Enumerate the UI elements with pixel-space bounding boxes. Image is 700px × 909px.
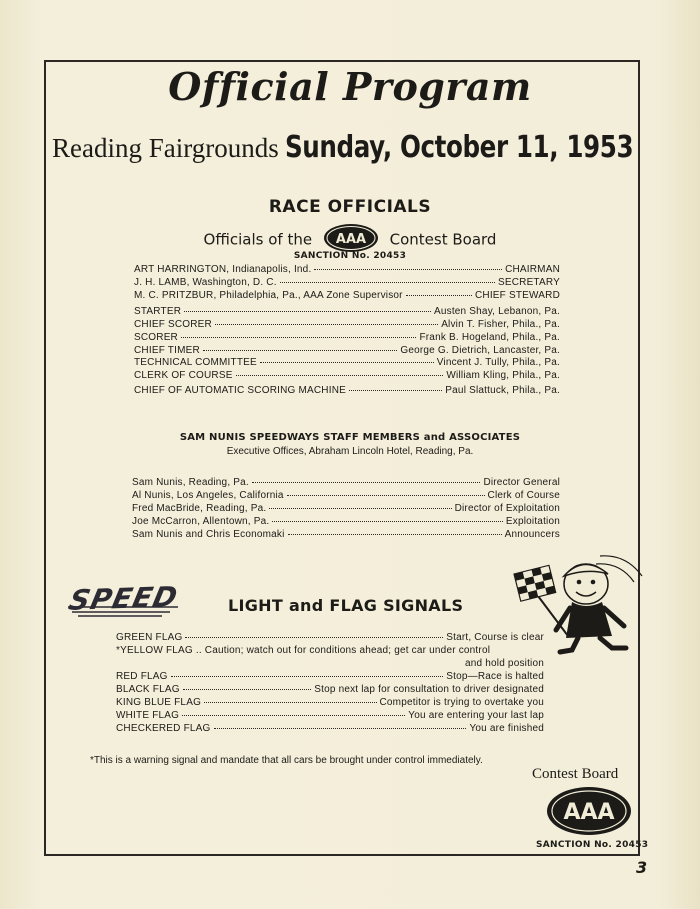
staff-row bbox=[132, 516, 560, 527]
leader-dots bbox=[406, 295, 472, 296]
signal-label: KING BLUE FLAG bbox=[116, 697, 202, 708]
official-label: CHIEF TIMER bbox=[134, 345, 200, 356]
leader-dots bbox=[214, 728, 467, 729]
staff-value: Exploitation bbox=[505, 516, 560, 527]
contest-board-label: Contest Board bbox=[532, 766, 619, 782]
staff-label: Sam Nunis and Chris Economaki bbox=[132, 529, 285, 540]
signal-label: WHITE FLAG bbox=[116, 710, 180, 721]
official-label: CHIEF OF AUTOMATIC SCORING MACHINE bbox=[134, 385, 346, 396]
page-number: 3 bbox=[636, 858, 648, 877]
official-value: William Kling, Phila., Pa. bbox=[446, 370, 560, 381]
signal-value: Stop—Race is halted bbox=[446, 671, 544, 682]
venue-date-line bbox=[52, 130, 700, 165]
race-officials-heading: RACE OFFICIALS bbox=[268, 197, 432, 217]
officials-sub-prefix: Officials of the bbox=[203, 230, 313, 249]
signal-row bbox=[116, 697, 544, 708]
official-label: TECHNICAL COMMITTEE bbox=[134, 357, 257, 368]
sanction-number: SANCTION No. 20453 bbox=[293, 251, 407, 261]
leader-dots bbox=[314, 269, 502, 270]
signal-label: *YELLOW FLAG .. Caution; watch out for conditions ahead; get car under control bbox=[116, 645, 491, 656]
footer-sanction-number: SANCTION No. 20453 bbox=[536, 840, 649, 850]
official-row bbox=[134, 345, 560, 356]
signal-label: RED FLAG bbox=[116, 671, 168, 682]
aaa-emblem bbox=[546, 786, 632, 841]
signal-value: You are finished bbox=[469, 723, 544, 734]
signal-row bbox=[116, 645, 544, 656]
leader-dots bbox=[203, 350, 397, 351]
staff-value: Director of Exploitation bbox=[454, 503, 560, 514]
staff-label: Al Nunis, Los Angeles, California bbox=[132, 490, 284, 501]
official-row bbox=[134, 370, 560, 381]
leader-dots bbox=[184, 311, 431, 312]
staff-heading: SAM NUNIS SPEEDWAYS STAFF MEMBERS and ASSOCIATES bbox=[179, 432, 521, 443]
leader-dots bbox=[171, 676, 444, 677]
staff-label: Fred MacBride, Reading, Pa. bbox=[132, 503, 267, 514]
staff-row bbox=[132, 477, 560, 488]
signal-label: BLACK FLAG bbox=[116, 684, 180, 695]
staff-label: Joe McCarron, Allentown, Pa. bbox=[132, 516, 270, 527]
aaa-emblem-text: AAA bbox=[563, 800, 615, 825]
signal-value: Competitor is trying to overtake you bbox=[379, 697, 544, 708]
staff-subheading: Executive Offices, Abraham Lincoln Hotel, Reading, Pa. bbox=[226, 446, 474, 457]
official-label: ART HARRINGTON, Indianapolis, Ind. bbox=[134, 264, 312, 275]
speed-logo: SPEED bbox=[66, 580, 182, 617]
leader-dots bbox=[185, 637, 443, 638]
staff-row bbox=[132, 503, 560, 514]
official-row bbox=[134, 290, 560, 301]
leader-dots bbox=[252, 482, 481, 483]
footnote: *This is a warning signal and mandate that all cars be brought under control immediately. bbox=[90, 755, 483, 766]
leader-dots bbox=[182, 715, 405, 716]
leader-dots bbox=[269, 508, 451, 509]
leader-dots bbox=[183, 689, 312, 690]
staff-row bbox=[132, 529, 560, 540]
leader-dots bbox=[215, 324, 438, 325]
staff-value: Announcers bbox=[504, 529, 560, 540]
official-label: SCORER bbox=[134, 332, 178, 343]
leader-dots bbox=[204, 702, 376, 703]
staff-value: Clerk of Course bbox=[487, 490, 560, 501]
official-row bbox=[134, 264, 560, 275]
leader-dots bbox=[236, 375, 444, 376]
official-row bbox=[134, 306, 560, 317]
official-label: STARTER bbox=[134, 306, 182, 317]
signal-value: Stop next lap for consultation to driver designated bbox=[314, 684, 544, 695]
signals-heading: LIGHT and FLAG SIGNALS bbox=[228, 596, 464, 615]
signal-label: GREEN FLAG bbox=[116, 632, 183, 643]
signal-row bbox=[116, 632, 544, 643]
official-label: CHIEF SCORER bbox=[134, 319, 212, 330]
leader-dots bbox=[349, 390, 442, 391]
official-value: SECRETARY bbox=[497, 277, 560, 288]
official-row bbox=[134, 385, 560, 396]
signal-row bbox=[116, 723, 544, 734]
venue: Reading Fairgrounds bbox=[52, 133, 279, 163]
official-label: CLERK OF COURSE bbox=[134, 370, 233, 381]
staff-label: Sam Nunis, Reading, Pa. bbox=[132, 477, 249, 488]
event-date: Sunday, October 11, 1953 bbox=[285, 130, 634, 165]
page-title: Official Program bbox=[168, 64, 532, 109]
aaa-logo-text: AAA bbox=[335, 232, 366, 247]
leader-dots bbox=[288, 534, 502, 535]
official-value: Austen Shay, Lebanon, Pa. bbox=[433, 306, 560, 317]
officials-sub-suffix: Contest Board bbox=[389, 230, 497, 249]
official-value: George G. Dietrich, Lancaster, Pa. bbox=[400, 345, 560, 356]
official-value: Alvin T. Fisher, Phila., Pa. bbox=[441, 319, 560, 330]
page-border bbox=[44, 60, 640, 856]
signal-value: and hold position bbox=[464, 658, 544, 669]
official-value: Vincent J. Tully, Phila., Pa. bbox=[436, 357, 560, 368]
leader-dots bbox=[272, 521, 503, 522]
official-row bbox=[134, 319, 560, 330]
signal-row bbox=[116, 658, 544, 669]
signal-label: CHECKERED FLAG bbox=[116, 723, 211, 734]
signal-row bbox=[116, 684, 544, 695]
leader-dots bbox=[287, 495, 485, 496]
staff-row bbox=[132, 490, 560, 501]
official-label: M. C. PRITZBUR, Philadelphia, Pa., AAA Zone Supervisor bbox=[134, 290, 403, 301]
signal-value: Start, Course is clear bbox=[446, 632, 544, 643]
signal-row bbox=[116, 710, 544, 721]
speed-streaks bbox=[66, 604, 186, 623]
official-value: CHAIRMAN bbox=[505, 264, 560, 275]
official-row bbox=[134, 332, 560, 343]
official-value: Frank B. Hogeland, Phila., Pa. bbox=[419, 332, 560, 343]
official-value: CHIEF STEWARD bbox=[474, 290, 560, 301]
signal-row bbox=[116, 671, 544, 682]
official-row bbox=[134, 357, 560, 368]
official-label: J. H. LAMB, Washington, D. C. bbox=[134, 277, 277, 288]
leader-dots bbox=[181, 337, 416, 338]
leader-dots bbox=[260, 362, 434, 363]
signal-value: You are entering your last lap bbox=[408, 710, 544, 721]
staff-value: Director General bbox=[483, 477, 560, 488]
official-value: Paul Slattuck, Phila., Pa. bbox=[445, 385, 560, 396]
official-row bbox=[134, 277, 560, 288]
leader-dots bbox=[280, 282, 495, 283]
